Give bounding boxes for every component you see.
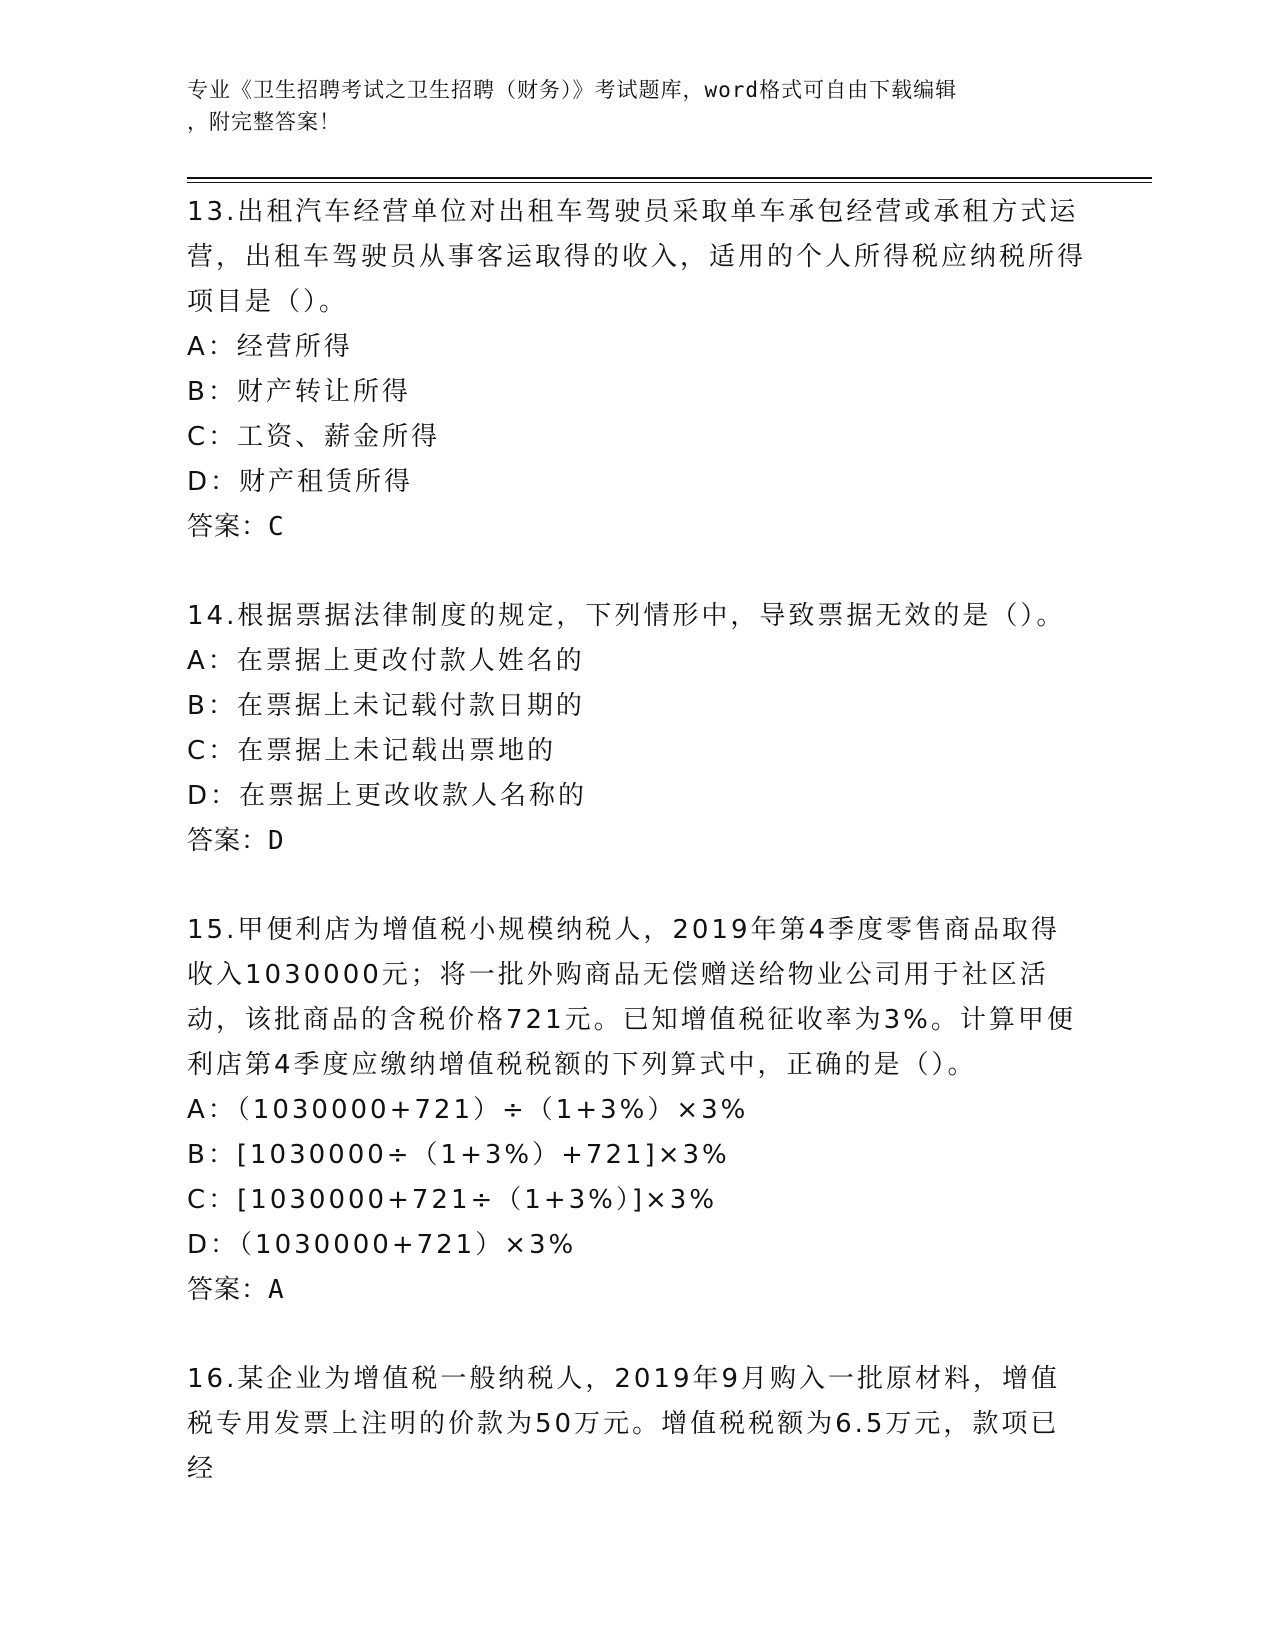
option-c: C：[1030000+721÷（1+3%）]×3%: [187, 1185, 718, 1215]
header-line: 专业《卫生招聘考试之卫生招聘（财务）》考试题库，word格式可自由下载编辑: [187, 78, 958, 102]
question-text: 14.根据票据法律制度的规定，下列情形中，导致票据无效的是（）。: [187, 601, 1066, 631]
option-b: B：在票据上未记载付款日期的: [187, 691, 585, 721]
option-a: A：（1030000+721）÷（1+3%）×3%: [187, 1095, 749, 1125]
question-15: [187, 908, 1087, 1313]
option-a: A：经营所得: [187, 332, 353, 362]
question-list: [187, 190, 1087, 1536]
answer: 答案：A: [187, 1275, 285, 1305]
option-a: A：在票据上更改付款人姓名的: [187, 646, 585, 676]
option-d: D：（1030000+721）×3%: [187, 1230, 577, 1260]
question-text: 15.甲便利店为增值税小规模纳税人，2019年第4季度零售商品取得收入1030000元；将一批外购商品无偿赠送给物业公司用于社区活动，该批商品的含税价格721元。已知增值税征收率为3%。计算甲便利店第4季度应缴纳增值税税额的下列算式中，正确的是（）。: [187, 915, 1076, 1080]
option-b: B：[1030000÷（1+3%）+721]×3%: [187, 1140, 730, 1170]
question-13: [187, 190, 1087, 550]
option-c: C：工资、薪金所得: [187, 422, 441, 452]
document-header: [187, 74, 1067, 138]
option-d: D：在票据上更改收款人名称的: [187, 781, 588, 811]
header-divider-thick: [187, 177, 1152, 179]
question-16: [187, 1357, 1087, 1492]
header-line: ，附完整答案！: [187, 110, 341, 134]
question-14: [187, 594, 1087, 864]
answer: 答案：D: [187, 826, 285, 856]
option-b: B：财产转让所得: [187, 377, 411, 407]
option-d: D：财产租赁所得: [187, 467, 414, 497]
question-text: 16.某企业为增值税一般纳税人，2019年9月购入一批原材料，增值税专用发票上注明的价款为50万元。增值税税额为6.5万元，款项已经: [187, 1364, 1061, 1484]
question-text: 13.出租汽车经营单位对出租车驾驶员采取单车承包经营或承租方式运营，出租车驾驶员从事客运取得的收入，适用的个人所得税应纳税所得项目是（）。: [187, 197, 1087, 317]
option-c: C：在票据上未记载出票地的: [187, 736, 557, 766]
answer: 答案：C: [187, 512, 285, 542]
header-divider-thin: [187, 182, 1152, 183]
